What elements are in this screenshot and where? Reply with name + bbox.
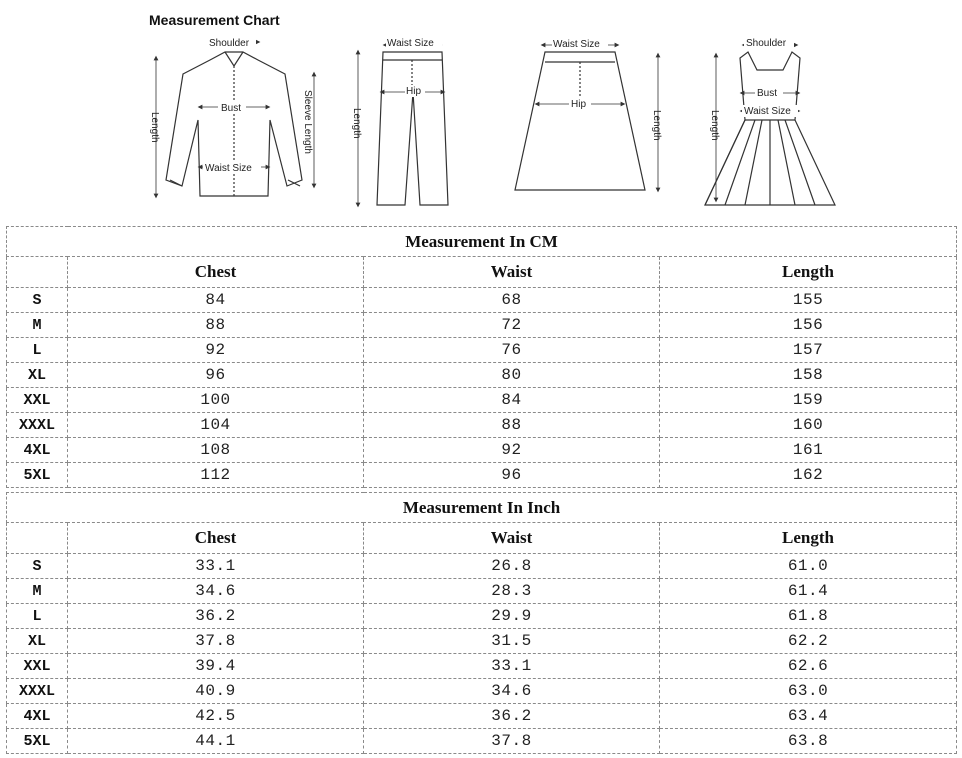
shirt-sleeve-label: Sleeve Length bbox=[302, 90, 313, 154]
waist-value: 33.1 bbox=[364, 654, 660, 679]
inch-header-size bbox=[7, 523, 68, 554]
pants-diagram bbox=[358, 45, 448, 205]
waist-value: 80 bbox=[364, 363, 660, 388]
chest-value: 104 bbox=[68, 413, 364, 438]
chest-value: 92 bbox=[68, 338, 364, 363]
chest-value: 42.5 bbox=[68, 704, 364, 729]
waist-value: 84 bbox=[364, 388, 660, 413]
size-label: XXL bbox=[7, 388, 68, 413]
waist-value: 29.9 bbox=[364, 604, 660, 629]
length-value: 157 bbox=[660, 338, 957, 363]
chest-value: 44.1 bbox=[68, 729, 364, 754]
skirt-hip-label: Hip bbox=[571, 99, 587, 110]
table-row bbox=[7, 604, 957, 629]
waist-value: 37.8 bbox=[364, 729, 660, 754]
cm-size-table bbox=[6, 226, 957, 488]
size-label: XXXL bbox=[7, 679, 68, 704]
table-row bbox=[7, 288, 957, 313]
size-label: S bbox=[7, 554, 68, 579]
size-label: S bbox=[7, 288, 68, 313]
table-row bbox=[7, 338, 957, 363]
waist-value: 76 bbox=[364, 338, 660, 363]
length-value: 159 bbox=[660, 388, 957, 413]
cm-header-size bbox=[7, 257, 68, 288]
length-value: 63.8 bbox=[660, 729, 957, 754]
waist-value: 36.2 bbox=[364, 704, 660, 729]
inch-header-chest: Chest bbox=[68, 523, 364, 554]
chest-value: 108 bbox=[68, 438, 364, 463]
waist-value: 92 bbox=[364, 438, 660, 463]
table-row bbox=[7, 579, 957, 604]
chest-value: 88 bbox=[68, 313, 364, 338]
shirt-length-label: Length bbox=[149, 112, 160, 143]
table-row bbox=[7, 679, 957, 704]
inch-header-waist: Waist bbox=[364, 523, 660, 554]
waist-value: 88 bbox=[364, 413, 660, 438]
table-row bbox=[7, 413, 957, 438]
length-value: 161 bbox=[660, 438, 957, 463]
table-row bbox=[7, 363, 957, 388]
size-label: M bbox=[7, 579, 68, 604]
shirt-waist-label: Waist Size bbox=[205, 163, 252, 174]
waist-value: 68 bbox=[364, 288, 660, 313]
table-row bbox=[7, 704, 957, 729]
dress-shoulder-label: Shoulder bbox=[746, 38, 787, 49]
waist-value: 96 bbox=[364, 463, 660, 488]
length-value: 160 bbox=[660, 413, 957, 438]
waist-value: 28.3 bbox=[364, 579, 660, 604]
size-label: XL bbox=[7, 363, 68, 388]
size-label: L bbox=[7, 604, 68, 629]
size-label: 5XL bbox=[7, 463, 68, 488]
table-row bbox=[7, 729, 957, 754]
length-value: 162 bbox=[660, 463, 957, 488]
pants-length-label: Length bbox=[351, 108, 362, 139]
dress-bust-label: Bust bbox=[757, 88, 778, 99]
size-label: 4XL bbox=[7, 704, 68, 729]
length-value: 155 bbox=[660, 288, 957, 313]
skirt-diagram bbox=[515, 45, 658, 190]
cm-header-length: Length bbox=[660, 257, 957, 288]
chest-value: 39.4 bbox=[68, 654, 364, 679]
measurement-chart-header bbox=[0, 0, 962, 222]
chest-value: 40.9 bbox=[68, 679, 364, 704]
skirt-length-label: Length bbox=[651, 110, 662, 141]
shirt-bust-label: Bust bbox=[221, 103, 242, 114]
dress-diagram bbox=[705, 45, 835, 205]
pants-hip-label: Hip bbox=[406, 86, 422, 97]
chest-value: 36.2 bbox=[68, 604, 364, 629]
table-row bbox=[7, 554, 957, 579]
table-row bbox=[7, 313, 957, 338]
size-label: XXXL bbox=[7, 413, 68, 438]
dress-waist-label: Waist Size bbox=[744, 106, 791, 117]
table-row bbox=[7, 654, 957, 679]
length-value: 61.0 bbox=[660, 554, 957, 579]
table-row bbox=[7, 629, 957, 654]
size-label: XXL bbox=[7, 654, 68, 679]
waist-value: 34.6 bbox=[364, 679, 660, 704]
length-value: 61.8 bbox=[660, 604, 957, 629]
size-label: 4XL bbox=[7, 438, 68, 463]
table-row bbox=[7, 438, 957, 463]
chart-title: Measurement Chart bbox=[149, 12, 280, 28]
chest-value: 37.8 bbox=[68, 629, 364, 654]
waist-value: 72 bbox=[364, 313, 660, 338]
length-value: 63.4 bbox=[660, 704, 957, 729]
cm-header-waist: Waist bbox=[364, 257, 660, 288]
length-value: 156 bbox=[660, 313, 957, 338]
cm-header-chest: Chest bbox=[68, 257, 364, 288]
length-value: 61.4 bbox=[660, 579, 957, 604]
garment-diagrams bbox=[0, 0, 962, 222]
cm-table-caption: Measurement In CM bbox=[7, 227, 957, 257]
waist-value: 31.5 bbox=[364, 629, 660, 654]
length-value: 63.0 bbox=[660, 679, 957, 704]
waist-value: 26.8 bbox=[364, 554, 660, 579]
chest-value: 96 bbox=[68, 363, 364, 388]
dress-length-label: Length bbox=[709, 110, 720, 141]
chest-value: 100 bbox=[68, 388, 364, 413]
size-label: XL bbox=[7, 629, 68, 654]
inch-size-table bbox=[6, 492, 957, 754]
chest-value: 34.6 bbox=[68, 579, 364, 604]
inch-table-caption: Measurement In Inch bbox=[7, 493, 957, 523]
length-value: 62.6 bbox=[660, 654, 957, 679]
shirt-shoulder-label: Shoulder bbox=[209, 38, 250, 49]
size-label: L bbox=[7, 338, 68, 363]
table-row bbox=[7, 463, 957, 488]
size-label: 5XL bbox=[7, 729, 68, 754]
chest-value: 33.1 bbox=[68, 554, 364, 579]
skirt-waist-label: Waist Size bbox=[553, 39, 600, 50]
length-value: 158 bbox=[660, 363, 957, 388]
table-row bbox=[7, 388, 957, 413]
inch-header-length: Length bbox=[660, 523, 957, 554]
length-value: 62.2 bbox=[660, 629, 957, 654]
chest-value: 84 bbox=[68, 288, 364, 313]
pants-waist-label: Waist Size bbox=[387, 38, 434, 49]
size-label: M bbox=[7, 313, 68, 338]
chest-value: 112 bbox=[68, 463, 364, 488]
